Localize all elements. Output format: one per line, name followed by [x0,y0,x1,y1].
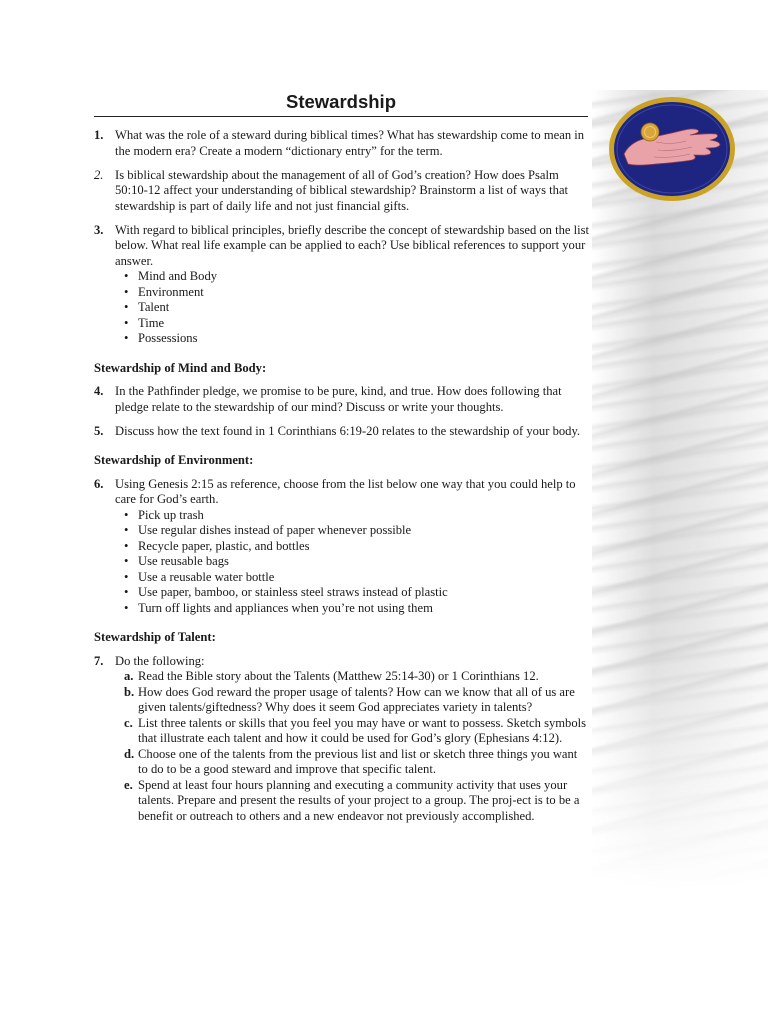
item-letter: d. [124,746,135,761]
stewardship-badge [606,94,738,204]
bullet-icon: • [124,331,129,345]
item-letter: c. [124,715,133,730]
list-item: • Environment [124,284,204,299]
question-number: 7. [94,653,104,668]
section-heading-environment: Stewardship of Environment: [94,453,254,467]
earth-care-list [115,508,590,617]
bullet-icon: • [124,600,129,615]
question-1 [94,128,590,159]
bullet-icon: • [124,523,129,537]
list-item: e. Spend at least four hours planning and executing a community activity that uses your talents. Prepare and present the results of your project to a group. The proj-ect is to be a benefit or outreach to others and a new endeavor not previously accomplished. [124,777,580,823]
item-letter: b. [124,684,135,699]
list-item: c. List three talents or skills that you feel you may have or want to possess. Sketch symbols that illustrate each talent and how it could be used for God’s glory (Ephesians 4:12). [124,715,587,745]
bullet-icon: • [124,585,129,599]
list-item: • Use regular dishes instead of paper whenever possible [124,523,412,537]
question-text: What was the role of a steward during biblical times? What has stewardship come to mean in the modern era? Create a modern “dictionary entry” for the term. [115,128,585,158]
bullet-icon: • [124,284,129,299]
marble-background [592,90,768,890]
list-item: a. Read the Bible story about the Talents (Matthew 25:14-30) or 1 Corinthians 12. [124,669,539,683]
question-text: With regard to biblical principles, briefly describe the concept of stewardship based on the list below. What real life example can be applied to each? Use biblical references to support your answer. [115,222,590,268]
list-item: • Use paper, bamboo, or stainless steel straws instead of plastic [124,585,448,599]
question-2 [94,168,590,215]
section-heading-mind-body: Stewardship of Mind and Body: [94,360,267,375]
question-number: 1. [94,128,104,142]
question-text: Using Genesis 2:15 as reference, choose from the list below one way that you could help to care for God’s earth. [115,476,576,506]
list-item: • Mind and Body [124,269,218,283]
question-5 [94,424,590,440]
question-number: 5. [94,423,104,438]
list-item: • Use reusable bags [124,554,229,568]
bullet-icon: • [124,538,129,553]
list-item: • Possessions [124,331,198,345]
bullet-icon: • [124,300,129,314]
item-letter: e. [124,777,133,792]
bullet-icon: • [124,507,129,522]
list-item: • Use a reusable water bottle [124,569,275,584]
question-4 [94,384,590,415]
stewardship-areas-list [115,269,590,347]
talent-tasks-list [115,669,590,824]
list-item: • Pick up trash [124,507,204,522]
title-divider [94,116,588,117]
list-item: • Turn off lights and appliances when you’re not using them [124,600,433,615]
bullet-icon: • [124,315,129,330]
question-text: Discuss how the text found in 1 Corinthians 6:19-20 relates to the stewardship of your body. [115,423,581,438]
question-text: Is biblical stewardship about the management of all of God’s creation? How does Psalm 50:10-12 affect your understanding of biblical stewardship? Brainstorm a list of ways that stewardship is part of daily life and not just financial gifts. [115,167,569,213]
list-item: d. Choose one of the talents from the previous list and list or sketch three things you want to do to be a good steward and improve that specific talent. [124,746,578,776]
question-number: 6. [94,476,104,491]
question-number: 4. [94,384,104,398]
question-7 [94,654,590,825]
section-heading-talent: Stewardship of Talent: [94,630,216,644]
question-number: 3. [94,222,104,237]
item-letter: a. [124,669,134,683]
page-title: Stewardship [286,91,396,112]
worksheet-body [94,128,590,833]
bullet-icon: • [124,269,129,283]
list-item: • Talent [124,300,170,314]
list-item: • Time [124,315,165,330]
question-number: 2. [94,167,104,182]
question-3 [94,223,590,347]
list-item: • Recycle paper, plastic, and bottles [124,538,310,553]
question-text: In the Pathfinder pledge, we promise to be pure, kind, and true. How does following that pledge relate to the stewardship of our mind? Discuss or write your thoughts. [115,384,562,414]
question-6 [94,477,590,617]
question-text: Do the following: [115,653,205,668]
bullet-icon: • [124,569,129,584]
bullet-icon: • [124,554,129,568]
list-item: b. How does God reward the proper usage of talents? How can we know that all of us are given talents/giftedness? Why does it seem God appreciates variety in talents? [124,684,575,714]
